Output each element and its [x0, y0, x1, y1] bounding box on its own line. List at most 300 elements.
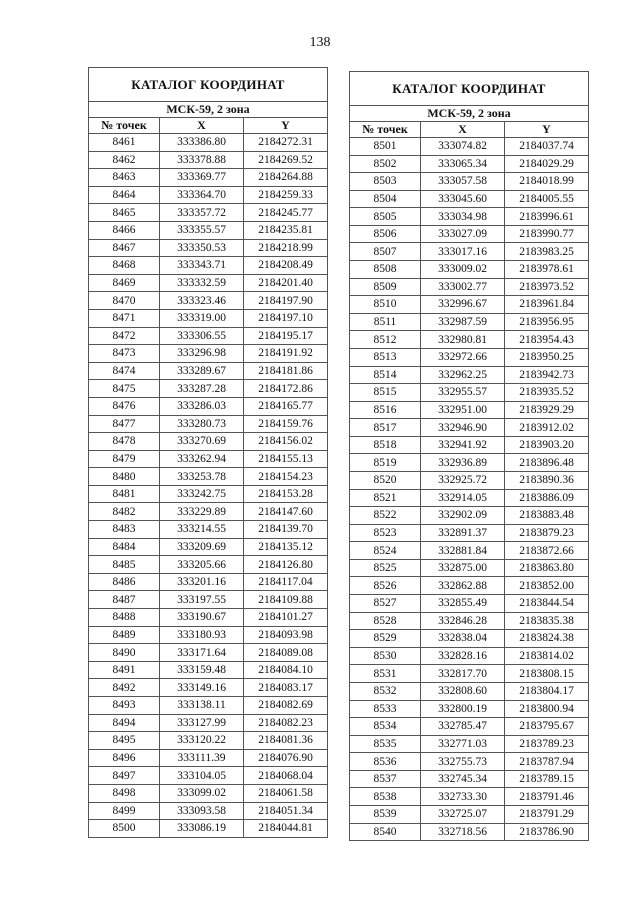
cell-y: 2183990.77: [505, 225, 589, 243]
table-row: [350, 577, 589, 595]
cell-point-number: 8480: [89, 468, 160, 486]
table-row: [350, 805, 589, 823]
cell-x: 332946.90: [421, 419, 505, 437]
cell-x: 332828.16: [421, 647, 505, 665]
table-row: [350, 559, 589, 577]
cell-point-number: 8476: [89, 397, 160, 415]
cell-point-number: 8520: [350, 471, 421, 489]
table-row: [89, 134, 328, 152]
cell-y: 2184089.08: [244, 644, 328, 662]
cell-x: 333074.82: [421, 138, 505, 156]
cell-x: 333214.55: [160, 521, 244, 539]
cell-y: 2183872.66: [505, 542, 589, 560]
cell-x: 333386.80: [160, 134, 244, 152]
cell-point-number: 8538: [350, 788, 421, 806]
table-row: [89, 468, 328, 486]
cell-y: 2183912.02: [505, 419, 589, 437]
table-row: [350, 788, 589, 806]
cell-point-number: 8508: [350, 261, 421, 279]
cell-y: 2184126.80: [244, 556, 328, 574]
cell-y: 2184076.90: [244, 749, 328, 767]
cell-x: 333378.88: [160, 151, 244, 169]
cell-x: 333171.64: [160, 644, 244, 662]
cell-y: 2184269.52: [244, 151, 328, 169]
cell-x: 333205.66: [160, 556, 244, 574]
cell-y: 2184093.98: [244, 626, 328, 644]
cell-y: 2184235.81: [244, 221, 328, 239]
cell-y: 2184084.10: [244, 661, 328, 679]
table-row: [350, 155, 589, 173]
cell-point-number: 8495: [89, 732, 160, 750]
table-row: [89, 239, 328, 257]
cell-y: 2183954.43: [505, 331, 589, 349]
table-row: [350, 595, 589, 613]
table-row: [89, 221, 328, 239]
cell-y: 2184201.40: [244, 274, 328, 292]
table-row: [89, 573, 328, 591]
cell-y: 2184153.28: [244, 485, 328, 503]
table-row: [350, 471, 589, 489]
table-row: [350, 313, 589, 331]
cell-x: 333306.55: [160, 327, 244, 345]
cell-y: 2184135.12: [244, 538, 328, 556]
table-row: [350, 366, 589, 384]
cell-x: 332941.92: [421, 436, 505, 454]
table-row: [350, 225, 589, 243]
cell-point-number: 8518: [350, 436, 421, 454]
cell-y: 2183950.25: [505, 348, 589, 366]
cell-x: 332936.89: [421, 454, 505, 472]
cell-y: 2184044.81: [244, 820, 328, 838]
cell-x: 333034.98: [421, 208, 505, 226]
table-row: [89, 697, 328, 715]
cell-point-number: 8514: [350, 366, 421, 384]
cell-y: 2183791.46: [505, 788, 589, 806]
cell-x: 333197.55: [160, 591, 244, 609]
cell-x: 332862.88: [421, 577, 505, 595]
table-row: [350, 823, 589, 841]
cell-point-number: 8539: [350, 805, 421, 823]
cell-point-number: 8500: [89, 820, 160, 838]
cell-point-number: 8491: [89, 661, 160, 679]
cell-point-number: 8486: [89, 573, 160, 591]
cell-x: 333111.39: [160, 749, 244, 767]
cell-y: 2184082.69: [244, 697, 328, 715]
table-row: [89, 732, 328, 750]
table-row: [350, 665, 589, 683]
cell-x: 332925.72: [421, 471, 505, 489]
cell-point-number: 8468: [89, 257, 160, 275]
cell-y: 2183824.38: [505, 630, 589, 648]
table-row: [89, 309, 328, 327]
table-row: [350, 542, 589, 560]
cell-point-number: 8498: [89, 784, 160, 802]
table-row: [89, 521, 328, 539]
cell-x: 333253.78: [160, 468, 244, 486]
catalog-title: КАТАЛОГ КООРДИНАТ: [89, 68, 328, 102]
table-body: [350, 138, 589, 841]
table-row: [89, 169, 328, 187]
cell-point-number: 8497: [89, 767, 160, 785]
table-row: [350, 384, 589, 402]
table-row: [89, 626, 328, 644]
cell-y: 2184195.17: [244, 327, 328, 345]
cell-x: 332745.34: [421, 770, 505, 788]
table-row: [89, 433, 328, 451]
cell-point-number: 8470: [89, 292, 160, 310]
cell-y: 2184005.55: [505, 190, 589, 208]
cell-point-number: 8482: [89, 503, 160, 521]
cell-point-number: 8472: [89, 327, 160, 345]
table-row: [350, 436, 589, 454]
coordinate-catalog-table-left: [88, 67, 328, 838]
cell-x: 332996.67: [421, 296, 505, 314]
cell-x: 333357.72: [160, 204, 244, 222]
cell-x: 332980.81: [421, 331, 505, 349]
cell-x: 333319.00: [160, 309, 244, 327]
table-row: [89, 784, 328, 802]
cell-x: 333287.28: [160, 380, 244, 398]
cell-y: 2184165.77: [244, 397, 328, 415]
cell-point-number: 8532: [350, 682, 421, 700]
table-row: [350, 190, 589, 208]
cell-point-number: 8475: [89, 380, 160, 398]
cell-point-number: 8519: [350, 454, 421, 472]
cell-y: 2183814.02: [505, 647, 589, 665]
cell-x: 333350.53: [160, 239, 244, 257]
cell-y: 2184109.88: [244, 591, 328, 609]
cell-y: 2184154.23: [244, 468, 328, 486]
table-row: [89, 503, 328, 521]
cell-x: 332785.47: [421, 718, 505, 736]
cell-x: 333057.58: [421, 173, 505, 191]
cell-point-number: 8499: [89, 802, 160, 820]
table-row: [350, 630, 589, 648]
cell-y: 2183835.38: [505, 612, 589, 630]
table-row: [350, 173, 589, 191]
cell-point-number: 8517: [350, 419, 421, 437]
table-row: [350, 208, 589, 226]
cell-y: 2183896.48: [505, 454, 589, 472]
cell-y: 2184139.70: [244, 521, 328, 539]
cell-x: 333017.16: [421, 243, 505, 261]
cell-point-number: 8502: [350, 155, 421, 173]
cell-x: 333093.58: [160, 802, 244, 820]
table-row: [89, 609, 328, 627]
cell-point-number: 8466: [89, 221, 160, 239]
cell-x: 332733.30: [421, 788, 505, 806]
cell-y: 2183879.23: [505, 524, 589, 542]
cell-point-number: 8529: [350, 630, 421, 648]
cell-x: 333262.94: [160, 450, 244, 468]
cell-y: 2183886.09: [505, 489, 589, 507]
cell-x: 332881.84: [421, 542, 505, 560]
cell-point-number: 8493: [89, 697, 160, 715]
cell-point-number: 8527: [350, 595, 421, 613]
cell-point-number: 8515: [350, 384, 421, 402]
cell-y: 2183787.94: [505, 753, 589, 771]
cell-point-number: 8510: [350, 296, 421, 314]
cell-x: 332962.25: [421, 366, 505, 384]
cell-y: 2183863.80: [505, 559, 589, 577]
cell-x: 333355.57: [160, 221, 244, 239]
table-row: [350, 401, 589, 419]
cell-x: 333323.46: [160, 292, 244, 310]
cell-x: 332800.19: [421, 700, 505, 718]
table-row: [350, 682, 589, 700]
table-row: [89, 644, 328, 662]
cell-x: 333027.09: [421, 225, 505, 243]
table-row: [89, 380, 328, 398]
cell-y: 2183942.73: [505, 366, 589, 384]
cell-x: 332771.03: [421, 735, 505, 753]
cell-y: 2183929.29: [505, 401, 589, 419]
cell-x: 333332.59: [160, 274, 244, 292]
cell-point-number: 8479: [89, 450, 160, 468]
cell-point-number: 8503: [350, 173, 421, 191]
cell-x: 333201.16: [160, 573, 244, 591]
cell-point-number: 8537: [350, 770, 421, 788]
table-row: [350, 700, 589, 718]
cell-x: 333229.89: [160, 503, 244, 521]
table-row: [89, 257, 328, 275]
table-row: [350, 612, 589, 630]
table-row: [89, 397, 328, 415]
column-header-x: X: [160, 118, 244, 134]
cell-y: 2184156.02: [244, 433, 328, 451]
column-header-y: Y: [505, 122, 589, 138]
table-row: [350, 138, 589, 156]
cell-point-number: 8533: [350, 700, 421, 718]
table-row: [350, 243, 589, 261]
table-row: [350, 489, 589, 507]
cell-y: 2183800.94: [505, 700, 589, 718]
cell-x: 333364.70: [160, 186, 244, 204]
cell-x: 333242.75: [160, 485, 244, 503]
cell-x: 333209.69: [160, 538, 244, 556]
table-row: [350, 261, 589, 279]
cell-y: 2184218.99: [244, 239, 328, 257]
cell-x: 332838.04: [421, 630, 505, 648]
cell-x: 332875.00: [421, 559, 505, 577]
cell-y: 2184172.86: [244, 380, 328, 398]
cell-point-number: 8477: [89, 415, 160, 433]
table-row: [89, 450, 328, 468]
cell-y: 2184159.76: [244, 415, 328, 433]
cell-point-number: 8464: [89, 186, 160, 204]
cell-x: 333180.93: [160, 626, 244, 644]
cell-y: 2183996.61: [505, 208, 589, 226]
cell-x: 333159.48: [160, 661, 244, 679]
coordinate-system-label: МСК-59, 2 зона: [350, 106, 589, 122]
table-row: [89, 345, 328, 363]
table-row: [89, 556, 328, 574]
cell-point-number: 8512: [350, 331, 421, 349]
cell-y: 2183961.84: [505, 296, 589, 314]
cell-x: 332755.73: [421, 753, 505, 771]
cell-y: 2184029.29: [505, 155, 589, 173]
table-row: [89, 204, 328, 222]
cell-x: 333369.77: [160, 169, 244, 187]
cell-point-number: 8534: [350, 718, 421, 736]
cell-point-number: 8489: [89, 626, 160, 644]
cell-y: 2183844.54: [505, 595, 589, 613]
cell-x: 333289.67: [160, 362, 244, 380]
cell-x: 332902.09: [421, 507, 505, 525]
cell-point-number: 8483: [89, 521, 160, 539]
cell-point-number: 8496: [89, 749, 160, 767]
cell-point-number: 8481: [89, 485, 160, 503]
cell-y: 2183935.52: [505, 384, 589, 402]
cell-point-number: 8504: [350, 190, 421, 208]
cell-y: 2183852.00: [505, 577, 589, 595]
column-header-point-number: № точек: [89, 118, 160, 134]
cell-point-number: 8487: [89, 591, 160, 609]
table-row: [89, 274, 328, 292]
cell-x: 332951.00: [421, 401, 505, 419]
cell-point-number: 8488: [89, 609, 160, 627]
table-row: [89, 292, 328, 310]
cell-point-number: 8463: [89, 169, 160, 187]
cell-x: 333104.05: [160, 767, 244, 785]
cell-y: 2184083.17: [244, 679, 328, 697]
cell-y: 2183978.61: [505, 261, 589, 279]
table-row: [350, 419, 589, 437]
cell-x: 333286.03: [160, 397, 244, 415]
table-row: [89, 767, 328, 785]
cell-y: 2184155.13: [244, 450, 328, 468]
cell-point-number: 8506: [350, 225, 421, 243]
cell-x: 332972.66: [421, 348, 505, 366]
table-row: [350, 718, 589, 736]
column-header-point-number: № точек: [350, 122, 421, 138]
table-row: [89, 362, 328, 380]
table-row: [350, 331, 589, 349]
cell-x: 332725.07: [421, 805, 505, 823]
cell-point-number: 8465: [89, 204, 160, 222]
cell-point-number: 8492: [89, 679, 160, 697]
cell-point-number: 8469: [89, 274, 160, 292]
cell-y: 2184264.88: [244, 169, 328, 187]
cell-point-number: 8535: [350, 735, 421, 753]
table-row: [89, 327, 328, 345]
cell-y: 2184018.99: [505, 173, 589, 191]
cell-y: 2183786.90: [505, 823, 589, 841]
cell-y: 2183808.15: [505, 665, 589, 683]
table-row: [350, 507, 589, 525]
cell-y: 2184272.31: [244, 134, 328, 152]
cell-x: 333002.77: [421, 278, 505, 296]
catalog-title: КАТАЛОГ КООРДИНАТ: [350, 72, 589, 106]
cell-y: 2183804.17: [505, 682, 589, 700]
cell-y: 2184245.77: [244, 204, 328, 222]
cell-x: 333120.22: [160, 732, 244, 750]
table-row: [89, 415, 328, 433]
cell-y: 2184147.60: [244, 503, 328, 521]
table-row: [89, 485, 328, 503]
table-row: [350, 770, 589, 788]
page-number: 138: [309, 35, 331, 50]
cell-x: 332987.59: [421, 313, 505, 331]
cell-x: 333009.02: [421, 261, 505, 279]
cell-point-number: 8540: [350, 823, 421, 841]
cell-x: 332914.05: [421, 489, 505, 507]
cell-x: 333065.34: [421, 155, 505, 173]
table-row: [89, 538, 328, 556]
coordinate-catalog-table-right: [349, 71, 589, 841]
cell-y: 2183973.52: [505, 278, 589, 296]
cell-x: 333190.67: [160, 609, 244, 627]
cell-point-number: 8505: [350, 208, 421, 226]
cell-y: 2183883.48: [505, 507, 589, 525]
cell-point-number: 8501: [350, 138, 421, 156]
cell-y: 2184117.04: [244, 573, 328, 591]
table-row: [89, 749, 328, 767]
cell-point-number: 8507: [350, 243, 421, 261]
cell-point-number: 8522: [350, 507, 421, 525]
cell-y: 2183903.20: [505, 436, 589, 454]
cell-x: 333280.73: [160, 415, 244, 433]
cell-y: 2183890.36: [505, 471, 589, 489]
table-row: [89, 802, 328, 820]
cell-y: 2183789.23: [505, 735, 589, 753]
cell-y: 2184181.86: [244, 362, 328, 380]
cell-y: 2184208.49: [244, 257, 328, 275]
cell-point-number: 8530: [350, 647, 421, 665]
cell-y: 2184101.27: [244, 609, 328, 627]
cell-x: 333149.16: [160, 679, 244, 697]
cell-point-number: 8462: [89, 151, 160, 169]
cell-point-number: 8485: [89, 556, 160, 574]
table-row: [89, 714, 328, 732]
cell-y: 2183789.15: [505, 770, 589, 788]
table-row: [350, 454, 589, 472]
cell-y: 2183791.29: [505, 805, 589, 823]
cell-x: 332846.28: [421, 612, 505, 630]
cell-x: 333138.11: [160, 697, 244, 715]
cell-point-number: 8511: [350, 313, 421, 331]
cell-x: 333045.60: [421, 190, 505, 208]
cell-y: 2184068.04: [244, 767, 328, 785]
cell-x: 332817.70: [421, 665, 505, 683]
cell-point-number: 8516: [350, 401, 421, 419]
cell-point-number: 8490: [89, 644, 160, 662]
column-header-x: X: [421, 122, 505, 138]
cell-x: 332891.37: [421, 524, 505, 542]
table-row: [89, 820, 328, 838]
cell-y: 2183983.25: [505, 243, 589, 261]
cell-x: 332955.57: [421, 384, 505, 402]
table-row: [89, 679, 328, 697]
table-row: [350, 278, 589, 296]
cell-point-number: 8509: [350, 278, 421, 296]
cell-point-number: 8484: [89, 538, 160, 556]
coordinate-system-label: МСК-59, 2 зона: [89, 102, 328, 118]
table-row: [350, 296, 589, 314]
cell-x: 332855.49: [421, 595, 505, 613]
cell-x: 333343.71: [160, 257, 244, 275]
cell-x: 333086.19: [160, 820, 244, 838]
cell-point-number: 8461: [89, 134, 160, 152]
cell-y: 2184082.23: [244, 714, 328, 732]
cell-point-number: 8525: [350, 559, 421, 577]
table-row: [89, 151, 328, 169]
cell-point-number: 8521: [350, 489, 421, 507]
cell-point-number: 8494: [89, 714, 160, 732]
cell-x: 333127.99: [160, 714, 244, 732]
table-row: [89, 591, 328, 609]
cell-y: 2184051.34: [244, 802, 328, 820]
